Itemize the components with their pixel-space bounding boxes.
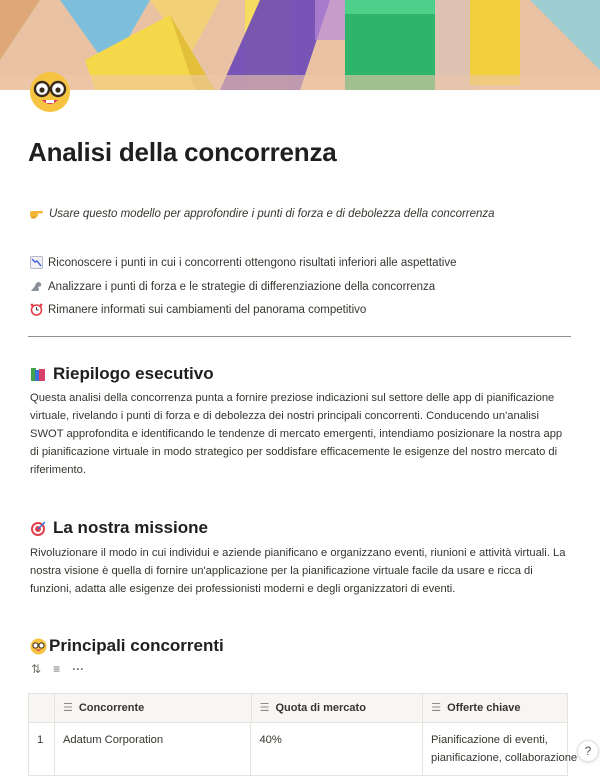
bullet-item	[30, 256, 456, 269]
cell-market-share[interactable]: 40%	[251, 723, 423, 776]
books-icon	[30, 366, 47, 383]
text-line: funzioni, adatta alle esigenze dei professionisti moderni e degli organizzatori di eventi.	[30, 583, 456, 595]
text-line: SWOT approfondita e identificando le tendenze di mercato emergenti, intendiamo posizionare la nostra app	[30, 428, 563, 440]
text-line: Questa analisi della concorrenza punta a fornire preziose indicazioni sul settore delle app di pianificazione	[30, 392, 555, 404]
table-header-row	[29, 694, 568, 723]
cover-image	[0, 0, 600, 90]
bullet-item	[30, 303, 366, 316]
text-line: Pianificazione di eventi,	[431, 734, 548, 746]
mission-paragraph[interactable]	[30, 544, 570, 598]
cell-competitor[interactable]: Adatum Corporation	[55, 723, 251, 776]
column-header-competitor[interactable]	[55, 694, 252, 723]
row-number: 1	[29, 723, 55, 776]
competitors-table	[28, 693, 578, 776]
text-property-icon: ☰	[259, 702, 270, 714]
column-header-key-offers[interactable]	[423, 694, 568, 723]
table-toolbar	[31, 662, 84, 676]
mission-heading[interactable]	[30, 518, 208, 538]
more-options-icon[interactable]: ···	[72, 662, 85, 676]
summary-heading[interactable]	[30, 364, 214, 384]
text-line: nostra visione è quella di fornire un'applicazione per la pianificazione virtuale facile da usare e ricca di	[30, 565, 533, 577]
column-label: Concorrente	[78, 702, 145, 714]
sort-icon[interactable]: ⇅	[31, 662, 42, 676]
competitors-heading[interactable]	[30, 636, 224, 656]
text-line: Rivoluzionare il modo in cui individui e aziende pianificano e organizzano eventi, riunioni e attività virtuali. La	[30, 547, 566, 559]
chart-decreasing-icon	[30, 256, 43, 269]
bullet-item	[30, 280, 435, 293]
bullet-text: Riconoscere i punti in cui i concorrenti ottengono risultati inferiori alle aspettative	[48, 256, 457, 269]
text-line: pianificazione, collaborazione	[431, 752, 578, 764]
callout	[30, 207, 495, 220]
bullet-text: Analizzare i punti di forza e le strategie di differenziazione della concorrenza	[48, 280, 436, 293]
flexed-biceps-icon	[30, 280, 43, 293]
nerd-face-icon[interactable]	[28, 70, 72, 114]
row-number-header	[29, 694, 55, 723]
text-line: virtuale, rivelando i punti di forza e di debolezza dei nostri principali concorrenti. Conducendo un'analisi	[30, 410, 539, 422]
cell-key-offers[interactable]	[423, 723, 578, 776]
pointing-hand-icon	[30, 207, 43, 220]
text-line: riferimento.	[30, 464, 86, 476]
bullet-text: Rimanere informati sui cambiamenti del panorama competitivo	[48, 303, 367, 316]
column-header-market-share[interactable]	[252, 694, 424, 723]
summary-heading-text: Riepilogo esecutivo	[53, 364, 214, 383]
filter-icon[interactable]: ≡	[53, 662, 61, 676]
column-label: Offerte chiave	[447, 702, 521, 714]
nerd-face-icon	[30, 638, 47, 655]
text-line: di pianificazione virtuale in modo strategico per soddisfare efficacemente le esigenze del nostro mercato di	[30, 446, 558, 458]
divider	[28, 336, 571, 337]
mission-heading-text: La nostra missione	[53, 518, 208, 537]
callout-text: Usare questo modello per approfondire i punti di forza e di debolezza della concorrenza	[49, 207, 495, 220]
help-button[interactable]: ?	[577, 740, 599, 762]
page-title[interactable]: Analisi della concorrenza	[28, 137, 337, 167]
column-label: Quota di mercato	[275, 702, 366, 714]
alarm-clock-icon	[30, 303, 43, 316]
direct-hit-icon	[30, 520, 47, 537]
text-property-icon: ☰	[62, 702, 73, 714]
table-row[interactable]	[29, 723, 578, 776]
summary-paragraph[interactable]	[30, 389, 570, 479]
competitors-heading-text: Principali concorrenti	[49, 636, 224, 655]
text-property-icon: ☰	[431, 702, 442, 714]
